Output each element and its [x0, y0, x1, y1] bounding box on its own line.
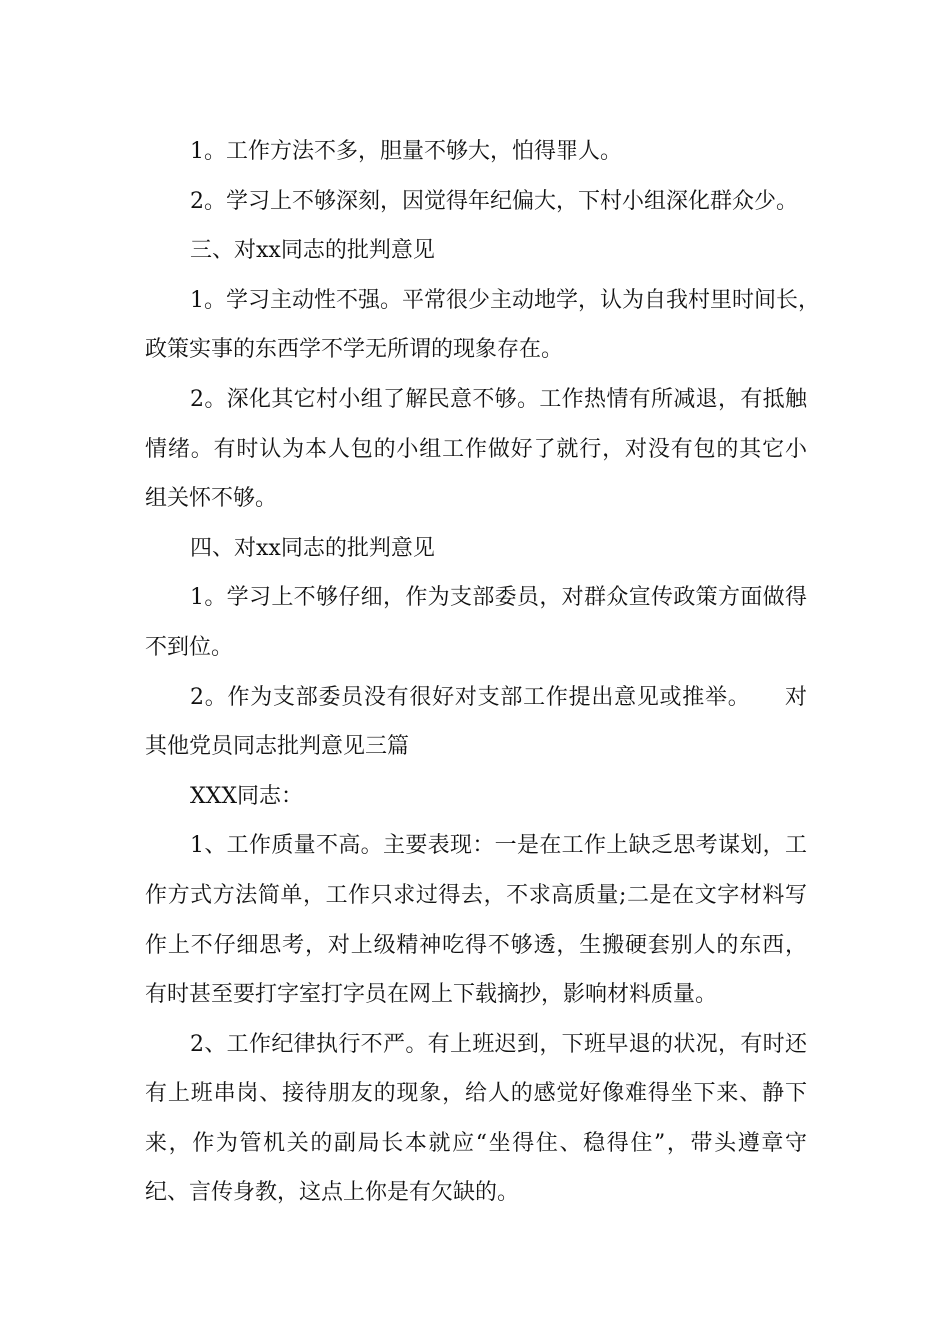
paragraph-line: 纪、言传身教，这点上你是有欠缺的。 [145, 1180, 520, 1206]
paragraph-line: XXX同志： [190, 783, 303, 809]
paragraph-line: 2。学习上不够深刻，因觉得年纪偏大，下村小组深化群众少。 [190, 188, 798, 214]
paragraph-line: 作方式方法简单，工作只求过得去，不求高质量;二是在文字材料写 [145, 882, 807, 908]
paragraph-line: 三、对xx同志的批判意见 [190, 238, 435, 264]
paragraph-line: 2。深化其它村小组了解民意不够。工作热情有所减退，有抵触 [190, 386, 807, 412]
paragraph-line: 有时甚至要打字室打字员在网上下载摘抄，影响材料质量。 [145, 982, 718, 1008]
paragraph-line: 1。学习主动性不强。平常很少主动地学，认为自我村里时间长， [190, 287, 820, 313]
paragraph-line: 不到位。 [145, 634, 234, 660]
paragraph-line: 有上班串岗、接待朋友的现象，给人的感觉好像难得坐下来、静下 [145, 1081, 807, 1107]
paragraph-line: 情绪。有时认为本人包的小组工作做好了就行，对没有包的其它小 [145, 436, 807, 462]
paragraph-line: 来，作为管机关的副局长本就应“坐得住、稳得住”，带头遵章守 [145, 1130, 807, 1156]
paragraph-line: 1。工作方法不多，胆量不够大，怕得罪人。 [190, 139, 622, 164]
paragraph-line: 政策实事的东西学不学无所谓的现象存在。 [145, 337, 564, 363]
paragraph-line: 组关怀不够。 [145, 486, 278, 512]
paragraph-line: 2、工作纪律执行不严。有上班迟到，下班早退的状况，有时还 [190, 1031, 807, 1057]
paragraph-line: 作上不仔细思考，对上级精神吃得不够透，生搬硬套别人的东西， [145, 932, 807, 958]
paragraph-line: 其他党员同志批判意见三篇 [145, 734, 410, 760]
paragraph-line: 1、工作质量不高。主要表现：一是在工作上缺乏思考谋划，工 [190, 833, 807, 859]
paragraph-line: 2。作为支部委员没有很好对支部工作提出意见或推举。 对 [190, 684, 807, 710]
paragraph-line: 1。学习上不够仔细，作为支部委员，对群众宣传政策方面做得 [190, 585, 807, 611]
paragraph-line: 四、对xx同志的批判意见 [190, 535, 435, 561]
document-body [145, 134, 820, 1225]
